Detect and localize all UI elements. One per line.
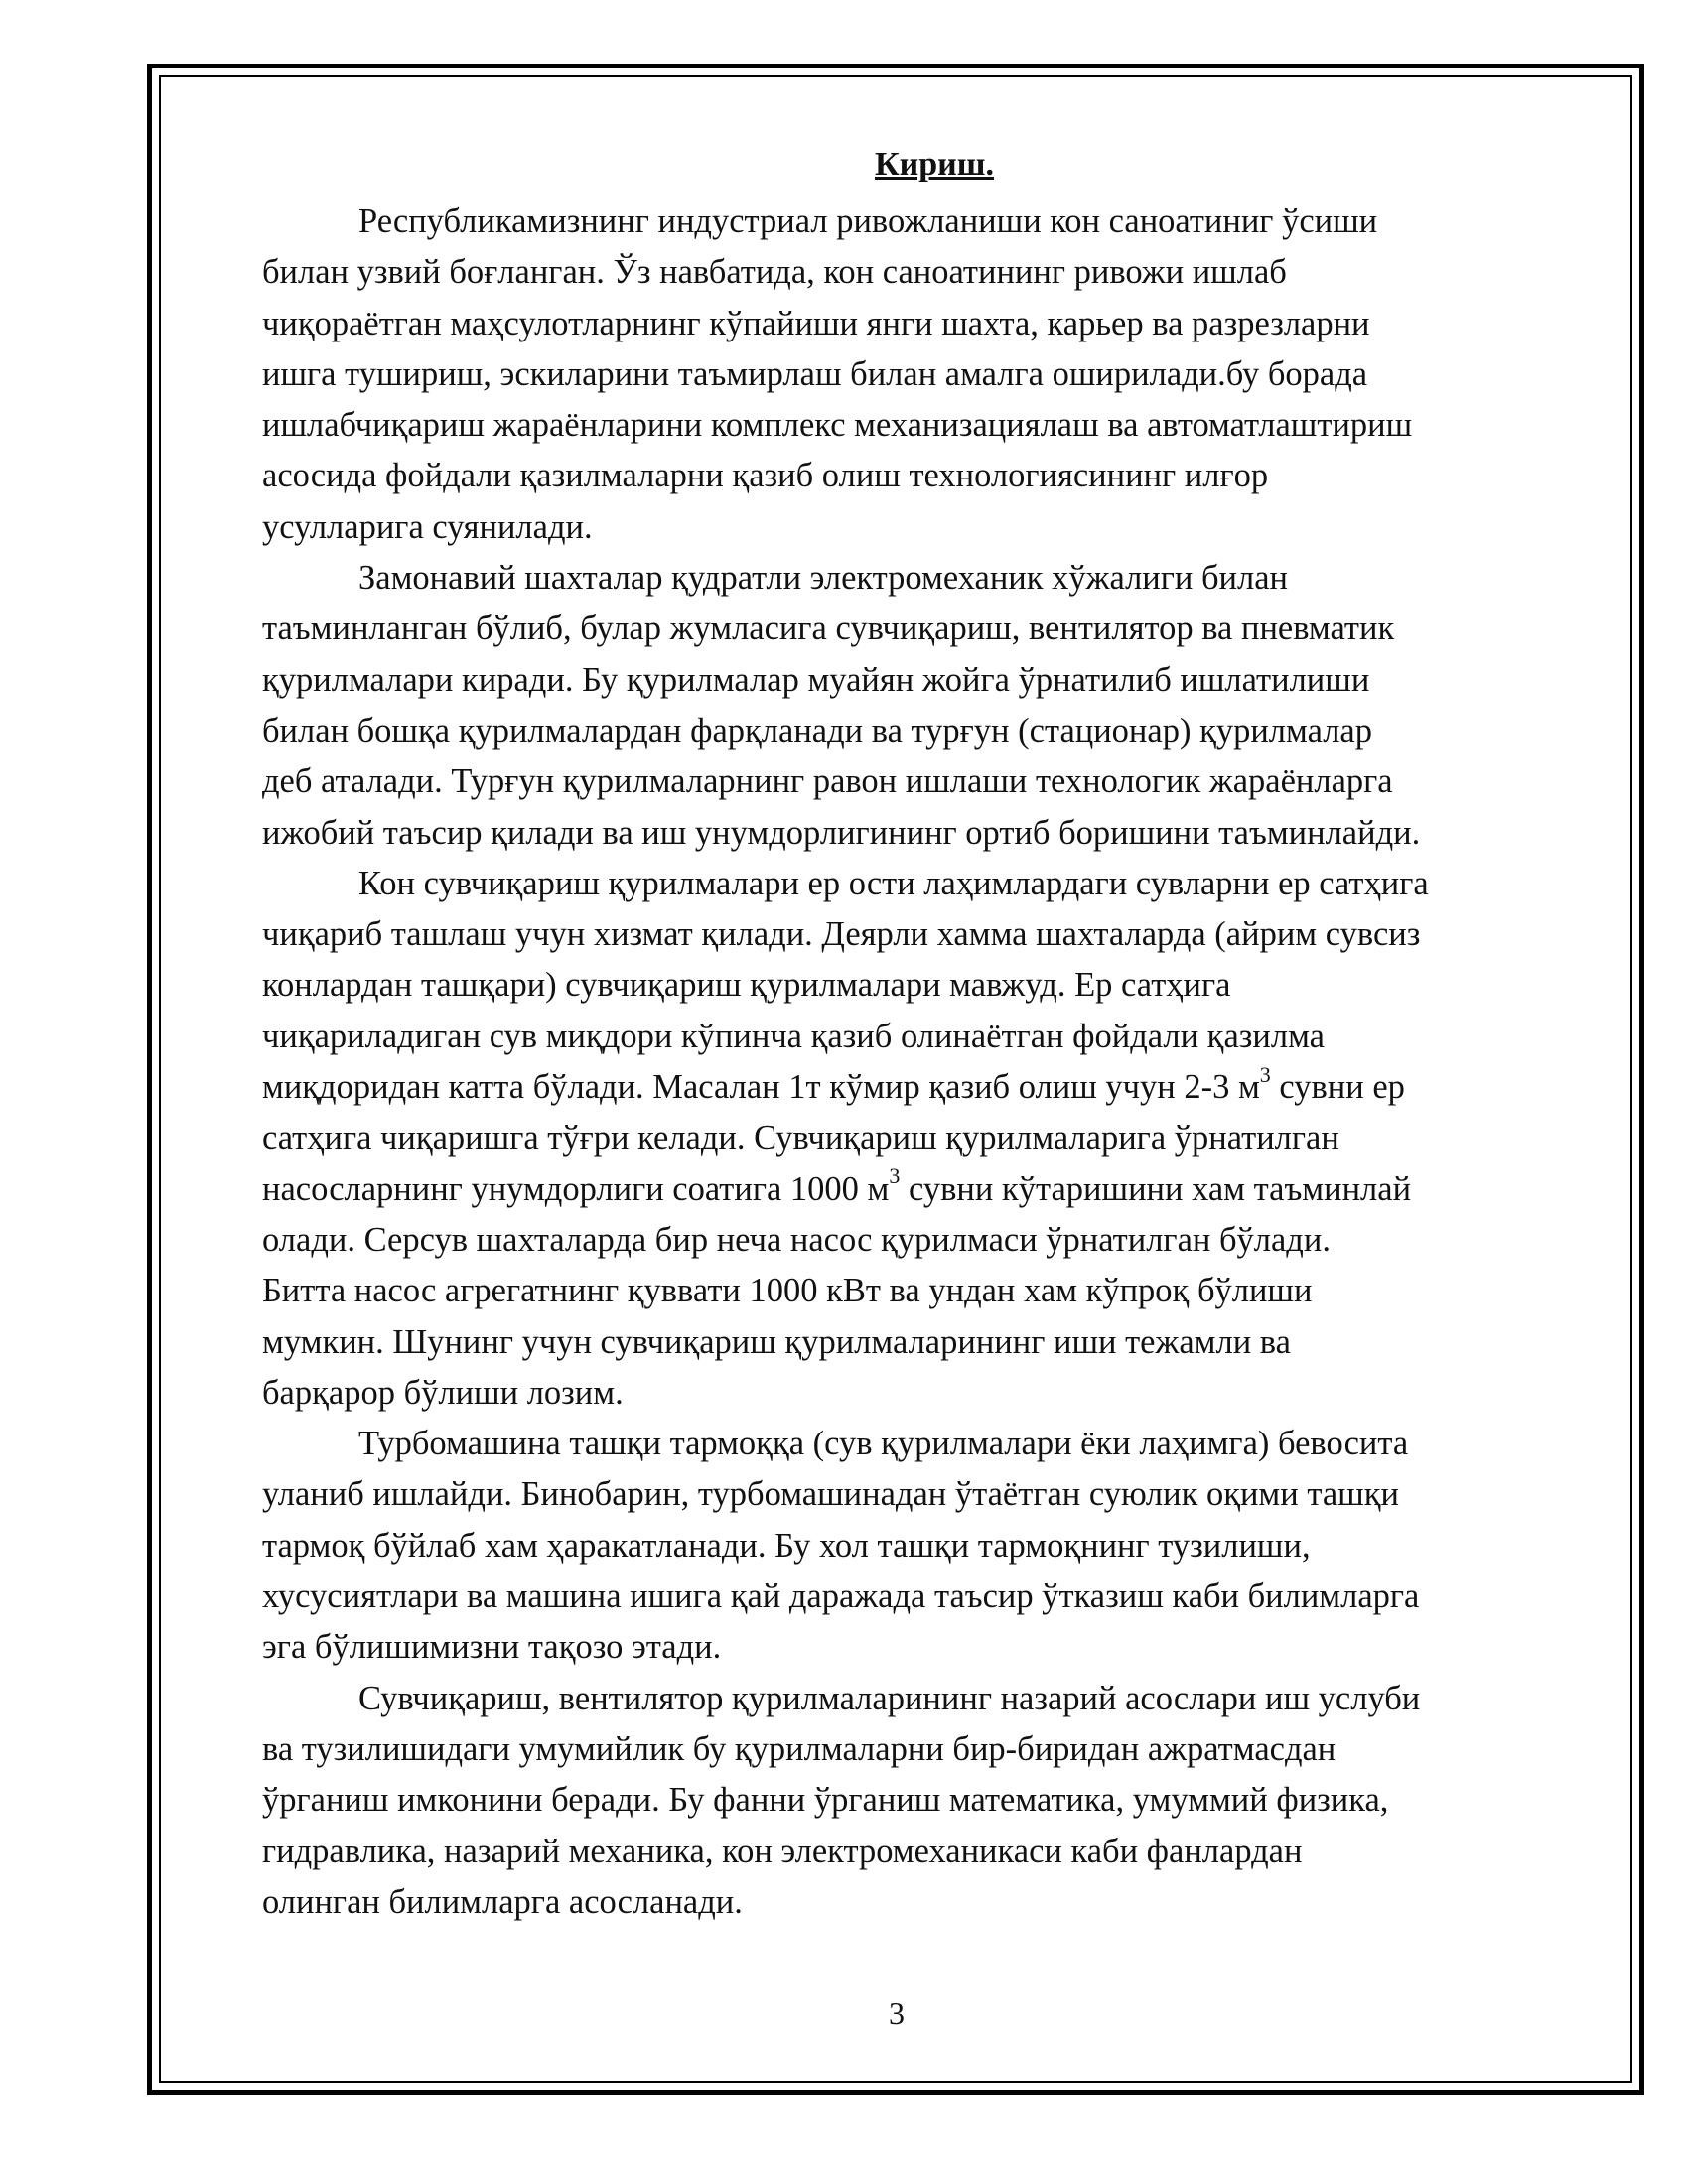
page-number: 3 xyxy=(889,1995,905,2031)
text-line: уланиб ишлайди. Бинобарин, турбомашинадан ўтаётган суюлик оқими ташқи xyxy=(262,1475,1399,1514)
paragraph-1 xyxy=(262,197,1583,553)
text-line: ва тузилишидаги умумийлик бу қурилмаларни бир-биридан ажратмасдан xyxy=(262,1729,1336,1768)
text-line: ишга тушириш, эскиларини таъмирлаш билан амалга оширилади.бу борада xyxy=(262,354,1368,393)
text-line: чиқораётган маҳсулотларнинг кўпайиши янги шахта, карьер ва разрезларни xyxy=(262,304,1370,342)
text-line: сатҳига чиқаришга тўғри келади. Сувчиқариш қурилмаларига ўрнатилган xyxy=(262,1119,1339,1158)
text-line: барқарор бўлиши лозим. xyxy=(262,1373,624,1412)
text-line: ўрганиш имконини беради. Бу фанни ўрганиш математика, умуммий физика, xyxy=(262,1781,1389,1820)
text-fragment: сувни ер xyxy=(1270,1068,1405,1107)
text-line: қурилмалари киради. Бу қурилмалар муайян жойга ўрнатилиб ишлатилиши xyxy=(262,660,1370,699)
paragraph-2 xyxy=(262,553,1583,859)
text-fragment: насосларнинг унумдорлиги соатига 1000 м xyxy=(262,1169,890,1208)
text-line: конлардан ташқари) сувчиқариш қурилмалари мавжуд. Ер сатҳига xyxy=(262,966,1231,1005)
text-fragment: сувни кўтаришини хам таъминлай xyxy=(900,1169,1412,1208)
text-line: олади. Серсув шахталарда бир неча насос қурилмаси ўрнатилган бўлади. xyxy=(262,1220,1331,1259)
text-line: усулларига суянилади. xyxy=(262,507,593,546)
text-line: Битта насос агрегатнинг қуввати 1000 кВт ва ундан хам кўпроқ бўлиши xyxy=(262,1272,1313,1310)
section-title: Кириш. xyxy=(875,146,994,183)
text-line: олинган билимларга асосланади. xyxy=(262,1882,743,1921)
text-line: таъминланган бўлиб, булар жумласига сувчиқариш, вентилятор ва пневматик xyxy=(262,610,1395,648)
text-line: билан бошқа қурилмалардан фарқланади ва турғун (стационар) қурилмалар xyxy=(262,711,1372,750)
superscript: 3 xyxy=(889,1163,901,1189)
text-line: Турбомашина ташқи тармоққа (сув қурилмалари ёки лаҳимга) бевосита xyxy=(358,1425,1409,1463)
text-line: тармоқ бўйлаб хам ҳаракатланади. Бу хол ташқи тармоқнинг тузилиши, xyxy=(262,1526,1311,1565)
text-line: ижобий таъсир қилади ва иш унумдорлигининг ортиб боришини таъминлайди. xyxy=(262,813,1421,852)
text-line: чиқариладиган сув миқдори кўпинча қазиб олинаётган фойдали қазилма xyxy=(262,1017,1325,1055)
text-line: эга бўлишимизни тақозо этади. xyxy=(262,1628,722,1667)
paragraph-3 xyxy=(262,859,1583,1419)
text-line-with-superscript xyxy=(262,1062,1583,1113)
text-line: хусусиятлари ва машина ишига қай даражада таъсир ўтказиш каби билимларга xyxy=(262,1577,1420,1616)
text-fragment: миқдоридан катта бўлади. Масалан 1т кўмир қазиб олиш учун 2-3 м xyxy=(262,1068,1260,1107)
text-line: гидравлика, назарий механика, кон электромеханикаси каби фанлардан xyxy=(262,1832,1303,1870)
text-line: чиқариб ташлаш учун хизмат қилади. Деярли хамма шахталарда (айрим сувсиз xyxy=(262,915,1421,954)
text-line: Сувчиқариш, вентилятор қурилмаларининг назарий асослари иш услуби xyxy=(358,1679,1421,1717)
text-line: Республикамизнинг индустриал ривожланиши кон саноатиниг ўсиши xyxy=(358,203,1378,240)
text-line: асосида фойдали қазилмаларни қазиб олиш технологиясининг илғор xyxy=(262,457,1269,495)
text-line: ишлабчиқариш жараёнларини комплекс механизациялаш ва автоматлаштириш xyxy=(262,406,1413,445)
superscript: 3 xyxy=(1259,1061,1271,1087)
paragraph-4 xyxy=(262,1419,1583,1673)
paragraph-5 xyxy=(262,1674,1583,1928)
document-body xyxy=(262,139,1583,1928)
text-line: мумкин. Шунинг учун сувчиқариш қурилмаларининг иши тежамли ва xyxy=(262,1322,1291,1361)
text-line: деб аталади. Турғун қурилмаларнинг равон ишлаши технологик жараёнларга xyxy=(262,762,1393,801)
text-line: билан узвий боғланган. Ўз навбатида, кон саноатининг ривожи ишлаб xyxy=(262,253,1287,292)
text-line: Кон сувчиқариш қурилмалари ер ости лаҳимлардаги сувларни ер сатҳига xyxy=(358,864,1429,902)
text-line-with-superscript xyxy=(262,1164,1583,1215)
text-line: Замонавий шахталар қудратли электромеханик хўжалиги билан xyxy=(358,559,1289,598)
